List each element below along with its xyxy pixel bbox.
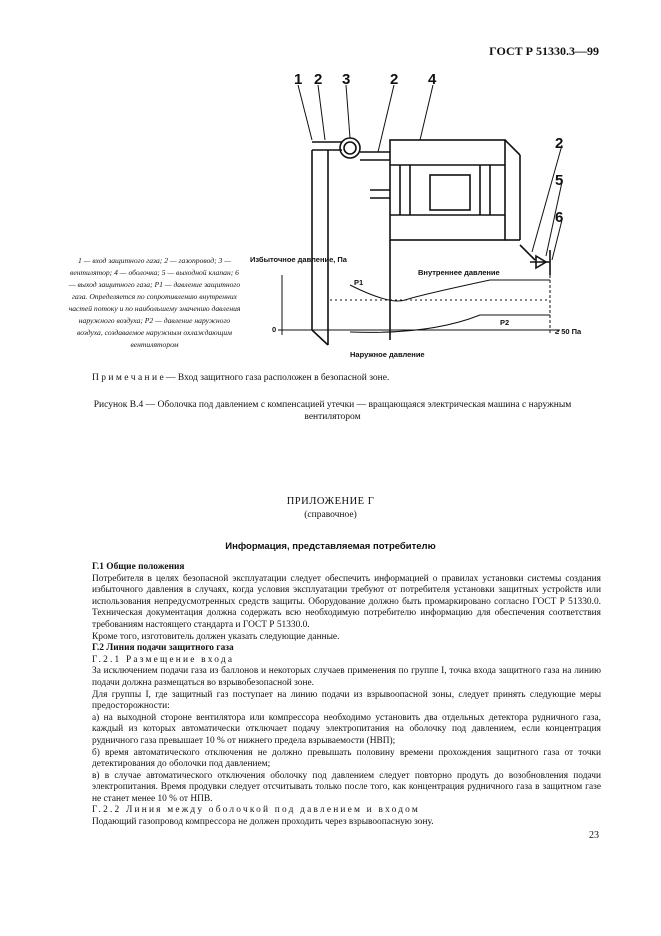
callout-2b: 2: [390, 71, 399, 88]
pressurized-enclosure-diagram: [250, 70, 610, 370]
callout-5: 5: [555, 172, 564, 189]
p1-label: P1: [354, 278, 364, 287]
list-item: а) на выходной стороне вентилятора или компрессора необходимо установить два отдельных детектора рудничного газа, каждый из которых автоматически отключает подачу электропитания на оболочку под давлением, если концентрация рудничного газа превышает 10 % от нижнего предела взрываемости (НВП);: [92, 712, 601, 746]
list-item: в) в случае автоматического отключения оболочку под давлением следует повторно продуть до возобновления подачи электропитания. Время продувки следует отсчитывать только после того, как концентрация рудничного газа в защитном газе не станет менее 10 % от НПВ.: [92, 770, 601, 804]
paragraph: За исключением подачи газа из баллонов и некоторых случаев применения по группе I, точка входа защитного газа на линию подачи должна размещаться во взрывобезопасной зоне.: [92, 666, 601, 688]
appendix-title: ПРИЛОЖЕНИЕ Г: [286, 496, 375, 507]
callout-4: 4: [428, 71, 437, 88]
excess-pressure-label: Избыточное давление, Па: [250, 255, 347, 264]
document-header: ГОСТ Р 51330.3—99: [489, 44, 599, 58]
section-g1-title: Г.1 Общие положения: [92, 562, 185, 572]
paragraph: Для группы I, где защитный газ поступает на линию подачи из взрывоопасной зоны, следует принять следующие меры предосторожности:: [92, 689, 601, 712]
appendix-heading: Информация, представляемая потребителю: [225, 541, 436, 552]
appendix-subtitle: (справочное): [304, 510, 357, 520]
callout-2c: 2: [555, 135, 564, 152]
internal-pressure-label: Внутреннее давление: [418, 268, 500, 277]
external-pressure-label: Наружное давление: [350, 350, 425, 359]
paragraph: Потребителя в целях безопасной эксплуатации следует обеспечить информацией о правилах установки системы создания избыточного давления в случаях, когда условия эксплуатации требуют от потребителя установки защитных устройств или использования непредусмотренных средств защиты. Оборудование должно быть промаркировано согласно ГОСТ Р 51330.0. Техническая документация должна содержать всю необходимую потребителю информацию для обеспечения соответствия требованиям настоящего стандарта и ГОСТ Р 51330.0.: [92, 573, 601, 630]
paragraph: Кроме того, изготовитель должен указать следующие данные.: [92, 631, 340, 642]
callout-2a: 2: [314, 71, 323, 88]
figure-caption: Рисунок В.4 — Оболочка под давлением с компенсацией утечки — вращающаяся электрическая машина с наружным вентилятором: [93, 400, 572, 422]
callout-3: 3: [342, 71, 351, 88]
callout-1: 1: [294, 71, 303, 88]
section-g2-title: Г.2 Линия подачи защитного газа: [92, 643, 234, 654]
zero-label: 0: [272, 325, 277, 334]
min-pressure-label: ≥ 50 Па: [555, 327, 582, 336]
figure-legend: 1 — вход защитного газа; 2 — газопровод; 3 — вентилятор; 4 — оболочка; 5 — выходной клапан; 6 — выход защитного газа; P1 — давление защитного газа. Определяется по сопротивлению внутренних частей потоку и по наибольшему значению давления наружного воздуха; P2 — давление наружного воздуха, создаваемое наружным охлаждающим вентилятором: [68, 256, 241, 349]
callout-6: 6: [555, 209, 564, 226]
body-text: [92, 562, 601, 829]
section-g22-title: Г.2.2 Линия между оболочкой под давлением и входом: [92, 805, 421, 816]
list-item: б) время автоматического отключения не должно превышать половину времени прохождения защитного газа от точки детектирования до оболочки под давлением;: [92, 747, 601, 770]
p2-label: P2: [500, 318, 510, 327]
page-number: 23: [589, 830, 599, 841]
figure-note: П р и м е ч а н и е — Вход защитного газа расположен в безопасной зоне.: [92, 373, 390, 383]
paragraph: Подающий газопровод компрессора не должен проходить через взрывоопасную зону.: [92, 817, 434, 828]
section-g21-title: Г.2.1 Размещение входа: [92, 654, 235, 665]
